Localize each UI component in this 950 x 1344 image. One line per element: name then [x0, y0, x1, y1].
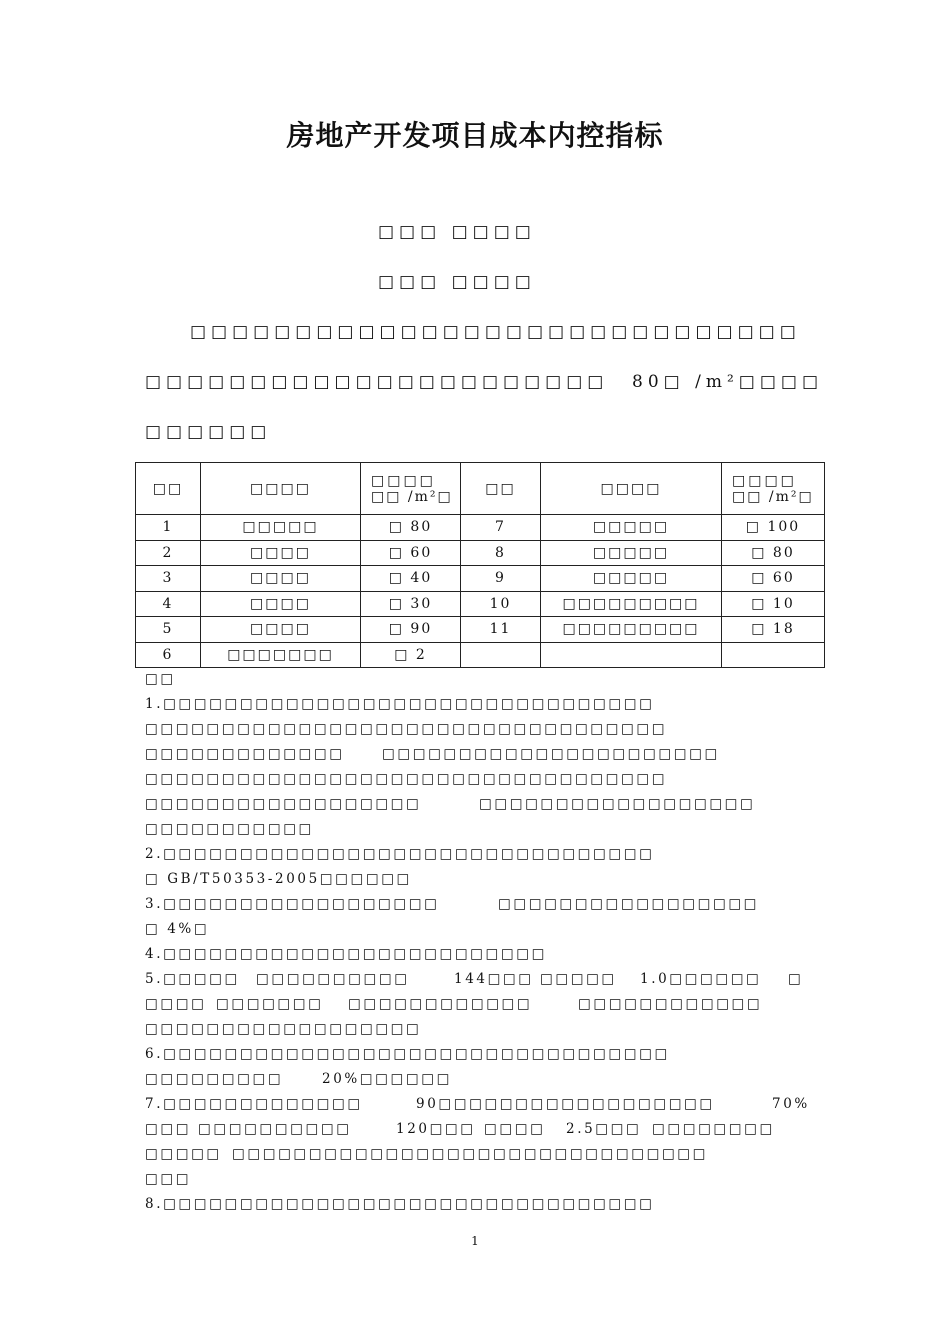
row-seq: 3	[136, 566, 201, 592]
note-2-line-1: 2.□□□□□□□□□□□□□□□□□□□□□□□□□□□□□□□□	[145, 846, 655, 862]
note-4: 4.□□□□□□□□□□□□□□□□□□□□□□□□□	[145, 946, 547, 962]
note-5-line-1f: □	[788, 971, 804, 987]
row-seq-2: 7	[461, 515, 541, 541]
note-7-line-4: □□□	[145, 1171, 192, 1187]
note-5-line-2c: □□□□□□□□□□□□	[348, 996, 533, 1012]
row-value-2: □ 10	[722, 591, 825, 617]
header-name: □□□□	[201, 463, 361, 515]
intro-line-1: □□□□□□□□□□□□□□□□□□□□□□□□□□□□□	[190, 322, 801, 342]
note-6-line-2a: □□□□□□□□□	[145, 1071, 284, 1087]
note-7-line-1c: 70%	[772, 1096, 810, 1112]
note-2-line-2: □ GB/T50353-2005□□□□□□	[145, 871, 412, 887]
note-3-line-1a: 3.□□□□□□□□□□□□□□□□□□	[145, 896, 440, 912]
note-5-line-2d: □□□□□□□□□□□□	[578, 996, 763, 1012]
note-7-line-2c: 120□□□	[396, 1121, 476, 1137]
note-5-line-2a: □□□□	[145, 996, 207, 1012]
header-unit2-line2: □□ /m²□	[732, 488, 814, 505]
row-seq-2: 8	[461, 540, 541, 566]
row-value: □ 90	[361, 617, 461, 643]
row-name-2: □□□□□	[541, 566, 722, 592]
row-name: □□□□	[201, 591, 361, 617]
row-value-2: □ 100	[722, 515, 825, 541]
header-unit-line1: □□□□	[371, 472, 436, 489]
note-7-line-2a: □□□	[145, 1121, 192, 1137]
note-3-line-2: □ 4%□	[145, 921, 210, 937]
row-seq-2: 11	[461, 617, 541, 643]
note-1-line-3b: □□□□□□□□□□□□□□□□□□□□□□	[382, 746, 720, 762]
table-row	[136, 642, 825, 668]
note-1-line-5a: □□□□□□□□□□□□□□□□□□	[145, 796, 422, 812]
note-7-line-2f: □□□□□□□□	[652, 1121, 775, 1137]
row-seq: 6	[136, 642, 201, 668]
row-value-2	[722, 642, 825, 668]
note-7-line-3a: □□□□□	[145, 1146, 222, 1162]
header-seq: □□	[136, 463, 201, 515]
row-name-2: □□□□□	[541, 540, 722, 566]
header-unit-line2: □□ /m²□	[371, 488, 453, 505]
note-7-line-2d: □□□□	[484, 1121, 546, 1137]
row-name-2	[541, 642, 722, 668]
row-name: □□□□□	[201, 515, 361, 541]
page-number: 1	[471, 1234, 479, 1248]
note-6-line-1: 6.□□□□□□□□□□□□□□□□□□□□□□□□□□□□□□□□□	[145, 1046, 670, 1062]
note-1-line-2: □□□□□□□□□□□□□□□□□□□□□□□□□□□□□□□□□□	[145, 721, 668, 737]
row-name-2: □□□□□	[541, 515, 722, 541]
note-7-line-2b: □□□□□□□□□□	[198, 1121, 352, 1137]
row-value-2: □ 18	[722, 617, 825, 643]
note-7-line-1a: 7.□□□□□□□□□□□□□	[145, 1096, 363, 1112]
header-seq-2: □□	[461, 463, 541, 515]
intro-line-2b: 80□ /m²□□□□	[632, 372, 824, 392]
row-seq: 5	[136, 617, 201, 643]
meta-line-2: □□□ □□□□	[378, 272, 536, 292]
meta-line-1: □□□ □□□□	[378, 222, 536, 242]
note-8: 8.□□□□□□□□□□□□□□□□□□□□□□□□□□□□□□□□	[145, 1196, 655, 1212]
note-5-line-1b: □□□□□□□□□□	[256, 971, 410, 987]
note-1-line-5b: □□□□□□□□□□□□□□□□□□	[479, 796, 756, 812]
note-1-line-6: □□□□□□□□□□□	[145, 821, 314, 837]
note-3-line-1b: □□□□□□□□□□□□□□□□□	[498, 896, 760, 912]
note-1-line-3a: □□□□□□□□□□□□□	[145, 746, 345, 762]
note-5-line-1d: □□□□□	[540, 971, 617, 987]
intro-line-3: □□□□□□	[145, 422, 272, 442]
row-name: □□□□	[201, 617, 361, 643]
note-6-line-2b: 20%□□□□□□	[322, 1071, 452, 1087]
row-seq: 2	[136, 540, 201, 566]
row-seq-2	[461, 642, 541, 668]
note-5-line-3: □□□□□□□□□□□□□□□□□□	[145, 1021, 422, 1037]
cost-index-table	[135, 462, 825, 668]
row-seq-2: 9	[461, 566, 541, 592]
table-row	[136, 591, 825, 617]
note-5-line-2b: □□□□□□□	[216, 996, 324, 1012]
row-seq-2: 10	[461, 591, 541, 617]
table-row	[136, 515, 825, 541]
note-1-line-4: □□□□□□□□□□□□□□□□□□□□□□□□□□□□□□□□□□	[145, 771, 668, 787]
table-row	[136, 540, 825, 566]
table-row	[136, 566, 825, 592]
table-header-row	[136, 463, 825, 515]
header-unit	[361, 463, 461, 515]
row-name: □□□□	[201, 540, 361, 566]
note-1-line-1: 1.□□□□□□□□□□□□□□□□□□□□□□□□□□□□□□□□	[145, 696, 655, 712]
notes-label: □□	[145, 671, 176, 687]
row-name: □□□□	[201, 566, 361, 592]
row-value: □ 80	[361, 515, 461, 541]
header-name-2: □□□□	[541, 463, 722, 515]
note-7-line-2e: 2.5□□□	[566, 1121, 642, 1137]
note-5-line-1a: 5.□□□□□	[145, 971, 240, 987]
note-7-line-1b: 90□□□□□□□□□□□□□□□□□□	[416, 1096, 715, 1112]
header-unit-2	[722, 463, 825, 515]
note-5-line-1c: 144□□□	[454, 971, 534, 987]
row-value-2: □ 80	[722, 540, 825, 566]
row-name-2: □□□□□□□□□	[541, 617, 722, 643]
table-row	[136, 617, 825, 643]
row-value: □ 60	[361, 540, 461, 566]
row-value-2: □ 60	[722, 566, 825, 592]
header-unit2-line1: □□□□	[732, 472, 797, 489]
row-value: □ 40	[361, 566, 461, 592]
row-name-2: □□□□□□□□□	[541, 591, 722, 617]
row-value: □ 2	[361, 642, 461, 668]
row-seq: 1	[136, 515, 201, 541]
row-seq: 4	[136, 591, 201, 617]
note-5-line-1e: 1.0□□□□□□	[640, 971, 762, 987]
row-name: □□□□□□□	[201, 642, 361, 668]
document-title: 房地产开发项目成本内控指标	[286, 119, 664, 152]
intro-line-2a: □□□□□□□□□□□□□□□□□□□□□□	[145, 372, 609, 392]
note-7-line-3b: □□□□□□□□□□□□□□□□□□□□□□□□□□□□□□□	[232, 1146, 709, 1162]
row-value: □ 30	[361, 591, 461, 617]
